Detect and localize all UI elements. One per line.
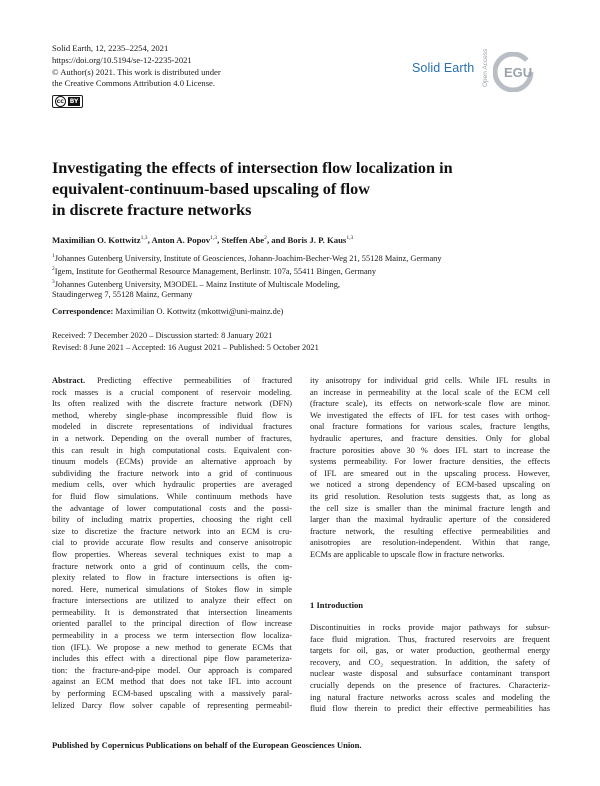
by-label: BY	[69, 98, 79, 105]
affiliation-text: Igem, Institute for Geothermal Resource Management, Berlinstr. 107a, 55411 Bingen, Germany	[54, 266, 377, 276]
correspondence	[52, 307, 283, 316]
text-line: an increase in permeability at the local scale of the ECM cell	[310, 387, 550, 397]
abstract-text: Predicting effective permeabilities of fractured	[85, 376, 292, 385]
abstract-first-line	[52, 375, 292, 387]
author-name: Steffen Abe	[221, 235, 265, 245]
abstract-left-column	[52, 375, 292, 711]
text-line: its grid resolution. Resolution tests suggests that, as long as	[310, 491, 550, 501]
text-line: plexity related to flow in fracture intersections is often ig-	[52, 573, 292, 583]
text-line: size to discretize the fracture network into an ECM is cru-	[52, 526, 292, 536]
correspondence-text[interactable]: Maximilian O. Kottwitz (mkottwi@uni-mainz.de)	[113, 307, 284, 316]
text-line: against an ECM method that does not take IFL into account	[52, 677, 292, 687]
text-line: the advantage of lower computational costs and the possi-	[52, 503, 292, 513]
affiliation-text: Johannes Gutenberg University, Institute of Geosciences, Johann-Joachim-Becher-Weg 21, 55128 Mainz, Germany	[54, 253, 442, 263]
date-line: Received: 7 December 2020 – Discussion started: 8 January 2021	[52, 331, 273, 340]
text-line: cial to provide accurate flow results and conserve anisotropic	[52, 538, 292, 548]
text-line: rock masses is a crucial component of reservoir modeling.	[52, 387, 292, 397]
text-line: medium cells, over which hydraulic properties are averaged	[52, 480, 292, 490]
text-line: we noticed a strong dependency of ECM-based upscaling on	[310, 480, 550, 490]
date-line: Revised: 8 June 2021 – Accepted: 16 August 2021 – Published: 5 October 2021	[52, 342, 319, 352]
author-affil-sup: 1,3	[140, 235, 148, 242]
text-line: fracture porosities above 30 % does IFL start to increase the	[310, 445, 550, 455]
affiliation-text: Johannes Gutenberg University, M3ODEL – Mainz Institute of Multiscale Modeling,	[54, 279, 341, 289]
citation-block	[52, 43, 221, 90]
abstract-label: Abstract.	[52, 376, 86, 385]
text-line: tion (IFL). We propose a new method to generate ECMs that	[52, 642, 292, 652]
text-line: subdividing the fracture network into a grid of continuous	[52, 468, 292, 478]
text-line: tinuum models (ECMs) provide an alternative approach by	[52, 457, 292, 467]
text-line: nored. Here, numerical simulations of Stokes flow in simple	[52, 584, 292, 594]
author-affil-sup: 1,3	[210, 235, 218, 242]
text-line: ity anisotropy for individual grid cells. While IFL results in	[310, 376, 550, 385]
text-line: ing natural fracture networks across scales and modeling the	[310, 692, 550, 702]
author-separator: ,	[147, 235, 152, 245]
copyright-text: © Author(s) 2021. This work is distributed under	[52, 66, 221, 77]
text-line: anisotropies are resolution-independent. Within that range,	[310, 538, 550, 548]
text-line: by performing ECM-based upscaling with a massively paral-	[52, 689, 292, 699]
text-line: the cell size is smaller than the minimal fracture length and	[310, 503, 550, 513]
svg-text:Open Access: Open Access	[482, 48, 489, 87]
abstract-right-column	[310, 375, 550, 561]
text-line: for fluid flow simulations. While continuum methods have	[52, 491, 292, 501]
author-separator: , and	[266, 235, 288, 245]
text-line: lelized Darcy flow solver capable of representing permeabil-	[52, 700, 292, 710]
text-line: modeled in discrete representations of individual fractures	[52, 422, 292, 432]
text-line: method, whereby single-phase incompressible fluid flow is	[52, 410, 292, 420]
citation: Solid Earth, 12, 2235–2254, 2021	[52, 43, 169, 53]
author-list	[52, 235, 353, 245]
egu-logo-icon	[493, 52, 541, 92]
author-separator: ,	[217, 235, 222, 245]
text-line: targets for oil, gas, or water production, geothermal energy	[310, 646, 550, 656]
journal-name: Solid Earth	[412, 61, 475, 75]
text-line: face fluid migration. Thus, fractured reservoirs are frequent	[310, 634, 550, 644]
affiliation-line	[52, 264, 552, 277]
text-line: crucially depends on the presence of fractures. Characteriz-	[310, 680, 550, 690]
title-line: in discrete fracture networks	[52, 201, 252, 219]
text-line: fluid flow therein to predict their effective permeabilities has	[310, 704, 550, 714]
history-dates	[52, 330, 319, 353]
text-line: fracture network onto a grid of continuum cells, the com-	[52, 561, 292, 571]
section-heading-introduction: 1 Introduction	[310, 600, 364, 610]
open-access-label	[479, 43, 489, 89]
text-line: onal fracture formations for various scales, fracture lengths,	[310, 422, 550, 432]
paper-title	[52, 158, 552, 221]
text-line: fracture network, the resulting effective permeabilities and	[310, 526, 550, 536]
text-line: systems permeability. For lower fracture densities, the effects	[310, 457, 550, 467]
introduction-body	[310, 622, 550, 715]
affiliation-sup: 3	[52, 278, 55, 285]
text-line: of IFL are smeared out in the upscaling process. However,	[310, 468, 550, 478]
author-affil-sup: 2	[264, 235, 267, 242]
publisher-footer: Published by Copernicus Publications on behalf of the European Geosciences Union.	[52, 740, 362, 750]
text-line: in a network. Depending on the overall number of fractures,	[52, 433, 292, 443]
author-affil-sup: 1,3	[346, 235, 354, 242]
title-line: Investigating the effects of intersection flow localization in	[52, 159, 453, 177]
text-line: (fracture scale), its effects on network-scale flow are minor.	[310, 399, 550, 409]
text-line: permeability in a process we term intersection flow localiza-	[52, 631, 292, 641]
svg-text:EGU: EGU	[504, 65, 533, 80]
title-line: equivalent-continuum-based upscaling of flow	[52, 180, 370, 198]
text-line: Discontinuities in rocks provide major pathways for subsur-	[310, 623, 550, 632]
text-line: oriented parallel to the principal direction of flow increase	[52, 619, 292, 629]
text-line: this can result in high computational costs. Equivalent con-	[52, 445, 292, 455]
affiliation-text: Staudingerweg 7, 55128 Mainz, Germany	[52, 290, 193, 300]
affiliation-line	[52, 277, 552, 290]
text-line: ECMs are applicable to upscale flow in fracture networks.	[310, 549, 505, 559]
correspondence-label: Correspondence:	[52, 307, 114, 316]
affiliations	[52, 251, 552, 300]
doi-link[interactable]: https://doi.org/10.5194/se-12-2235-2021	[52, 54, 192, 65]
text-line: nuclear waste disposal and subsurface contaminant transport	[310, 669, 550, 679]
text-line: Its often realized with the discrete fracture network (DFN)	[52, 399, 292, 409]
author-name: Anton A. Popov	[151, 235, 211, 245]
text-line: includes this effect with a directional pipe flow parameteriza-	[52, 654, 292, 664]
text-line: hydraulic apertures, and fracture densities. Only for global	[310, 433, 550, 443]
text-line: tion: the fracture-and-pipe model. Our approach is compared	[52, 665, 292, 675]
author-name: Boris J. P. Kaus	[287, 235, 347, 245]
affiliation-line	[52, 289, 552, 300]
author-name: Maximilian O. Kottwitz	[52, 235, 141, 245]
affiliation-sup: 2	[52, 265, 55, 272]
text-line: fracture intersections are utilized to analyze their effect on	[52, 596, 292, 606]
text-line: larger than the maximal hydraulic aperture of the considered	[310, 515, 550, 525]
text-line: We investigated the effects of IFL for test cases with orthog-	[310, 410, 550, 420]
cc-icon: cc	[56, 98, 64, 105]
text-line: recovery, and CO₂ sequestration. In addition, the safety of	[310, 657, 550, 667]
affiliation-sup: 1	[52, 253, 55, 259]
text-line: permeability. It is demonstrated that intersection lineaments	[52, 607, 292, 617]
license-text: the Creative Commons Attribution 4.0 License.	[52, 78, 216, 89]
text-line: bility of including matrix properties, choosing the right cell	[52, 515, 292, 525]
text-line: flow properties. Whereas several techniques exist to map a	[52, 549, 292, 559]
affiliation-line	[52, 251, 552, 264]
cc-by-badge[interactable]	[52, 95, 83, 108]
